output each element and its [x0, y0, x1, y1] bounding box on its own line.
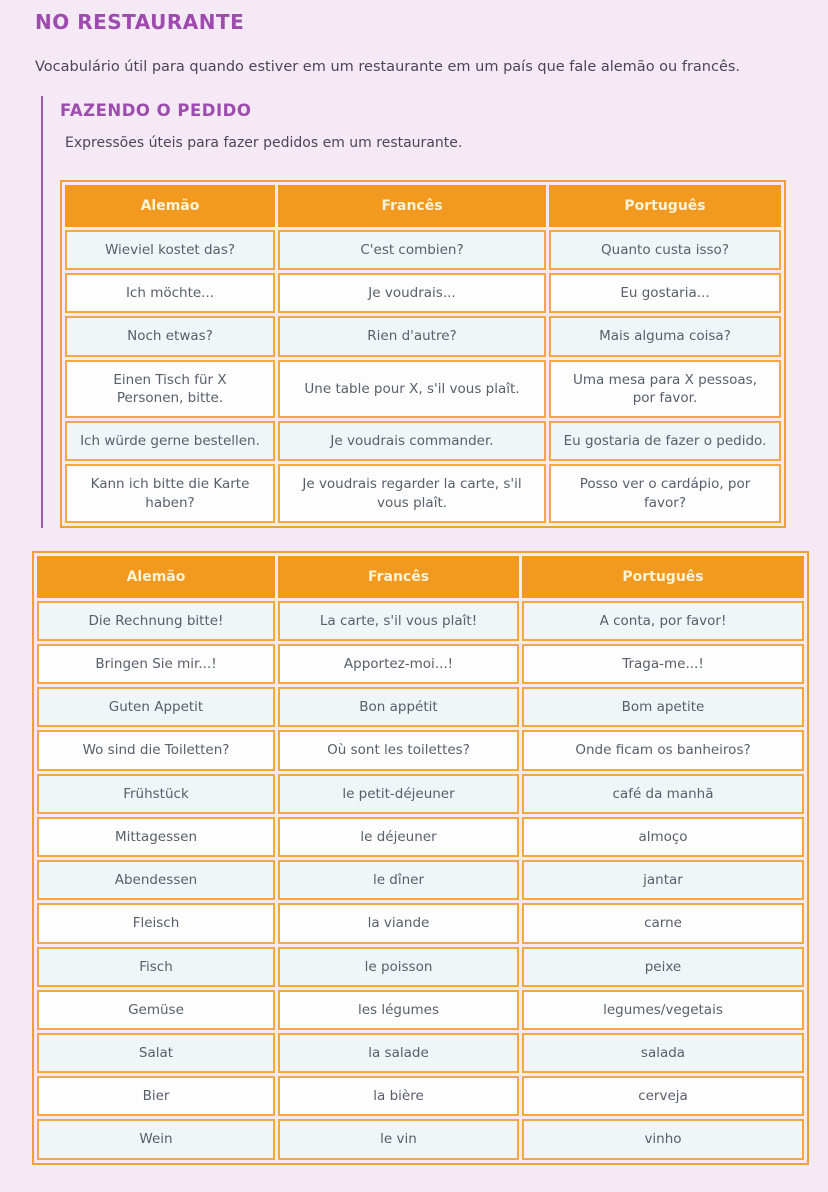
- table-cell: Fleisch: [37, 903, 275, 943]
- table-cell: Mittagessen: [37, 817, 275, 857]
- table-cell: Guten Appetit: [37, 687, 275, 727]
- table-cell: legumes/vegetais: [522, 990, 804, 1030]
- column-header-alemao: Alemão: [65, 185, 275, 227]
- table-cell: Uma mesa para X pessoas, por favor.: [549, 360, 781, 418]
- table-row: [65, 421, 781, 461]
- table-cell: Eu gostaria de fazer o pedido.: [549, 421, 781, 461]
- table-cell: le poisson: [278, 947, 519, 987]
- table-row: [37, 644, 804, 684]
- table-row: [65, 464, 781, 522]
- table-row: [37, 1076, 804, 1116]
- table-cell: Où sont les toilettes?: [278, 730, 519, 770]
- bottom-spacer: [0, 1165, 828, 1192]
- table-cell: le déjeuner: [278, 817, 519, 857]
- table-row: [37, 860, 804, 900]
- table-cell: Je voudrais commander.: [278, 421, 546, 461]
- table-cell: Rien d'autre?: [278, 316, 546, 356]
- table-cell: le dîner: [278, 860, 519, 900]
- table-cell: Noch etwas?: [65, 316, 275, 356]
- table-header-row: [37, 556, 804, 598]
- table-row: [37, 817, 804, 857]
- section-fazendo-o-pedido: [41, 96, 800, 528]
- table-cell: le petit-déjeuner: [278, 774, 519, 814]
- table-cell: Fisch: [37, 947, 275, 987]
- table-cell: Je voudrais regarder la carte, s'il vous plaît.: [278, 464, 546, 522]
- table-cell: les légumes: [278, 990, 519, 1030]
- table-cell: Onde ficam os banheiros?: [522, 730, 804, 770]
- column-header-portugues: Português: [522, 556, 804, 598]
- table-cell: Eu gostaria...: [549, 273, 781, 313]
- table-cell: A conta, por favor!: [522, 601, 804, 641]
- table-cell: Bier: [37, 1076, 275, 1116]
- table-cell: Mais alguma coisa?: [549, 316, 781, 356]
- table-cell: Salat: [37, 1033, 275, 1073]
- table-cell: Apportez-moi...!: [278, 644, 519, 684]
- table-row: [37, 730, 804, 770]
- table-cell: Quanto custa isso?: [549, 230, 781, 270]
- table-row: [37, 774, 804, 814]
- table-cell: salada: [522, 1033, 804, 1073]
- column-header-frances: Francês: [278, 556, 519, 598]
- table-row: [65, 273, 781, 313]
- table-cell: carne: [522, 903, 804, 943]
- table-cell: Abendessen: [37, 860, 275, 900]
- table-cell: La carte, s'il vous plaît!: [278, 601, 519, 641]
- table-cell: Wieviel kostet das?: [65, 230, 275, 270]
- table-row: [37, 903, 804, 943]
- table-cell: Bringen Sie mir...!: [37, 644, 275, 684]
- table-cell: almoço: [522, 817, 804, 857]
- table-cell: Einen Tisch für X Personen, bitte.: [65, 360, 275, 418]
- table-row: [37, 947, 804, 987]
- table-cell: la salade: [278, 1033, 519, 1073]
- table-row: [65, 230, 781, 270]
- table-cell: Gemüse: [37, 990, 275, 1030]
- table-header-row: [65, 185, 781, 227]
- table-cell: Une table pour X, s'il vous plaît.: [278, 360, 546, 418]
- table-row: [65, 316, 781, 356]
- table-cell: C'est combien?: [278, 230, 546, 270]
- table-cell: café da manhã: [522, 774, 804, 814]
- table-cell: le vin: [278, 1119, 519, 1159]
- column-header-alemao: Alemão: [37, 556, 275, 598]
- table-row: [37, 687, 804, 727]
- section-subtitle: Expressões úteis para fazer pedidos em um restaurante.: [65, 135, 463, 151]
- section-title: FAZENDO O PEDIDO: [60, 101, 252, 120]
- column-header-frances: Francês: [278, 185, 546, 227]
- column-header-portugues: Português: [549, 185, 781, 227]
- table-cell: peixe: [522, 947, 804, 987]
- table-cell: jantar: [522, 860, 804, 900]
- table-row: [37, 1119, 804, 1159]
- table-cell: Je voudrais...: [278, 273, 546, 313]
- table-cell: Frühstück: [37, 774, 275, 814]
- table-row: [37, 601, 804, 641]
- table-cell: cerveja: [522, 1076, 804, 1116]
- table-cell: vinho: [522, 1119, 804, 1159]
- table-cell: Ich möchte...: [65, 273, 275, 313]
- table-row: [37, 1033, 804, 1073]
- table-cell: Ich würde gerne bestellen.: [65, 421, 275, 461]
- table-cell: la viande: [278, 903, 519, 943]
- table-cell: la bière: [278, 1076, 519, 1116]
- table-row: [65, 360, 781, 418]
- table-cell: Posso ver o cardápio, por favor?: [549, 464, 781, 522]
- table-row: [37, 990, 804, 1030]
- table-cell: Die Rechnung bitte!: [37, 601, 275, 641]
- table-cell: Kann ich bitte die Karte haben?: [65, 464, 275, 522]
- table-cell: Bon appétit: [278, 687, 519, 727]
- table-cell: Wo sind die Toiletten?: [37, 730, 275, 770]
- table-cell: Traga-me...!: [522, 644, 804, 684]
- table-cell: Bom apetite: [522, 687, 804, 727]
- page-title: NO RESTAURANTE: [35, 10, 245, 34]
- intro-paragraph: Vocabulário útil para quando estiver em um restaurante em um país que fale alemão ou francês.: [35, 59, 741, 75]
- ordering-phrases-table: [60, 180, 786, 528]
- restaurant-vocabulary-table: [32, 551, 809, 1165]
- table-cell: Wein: [37, 1119, 275, 1159]
